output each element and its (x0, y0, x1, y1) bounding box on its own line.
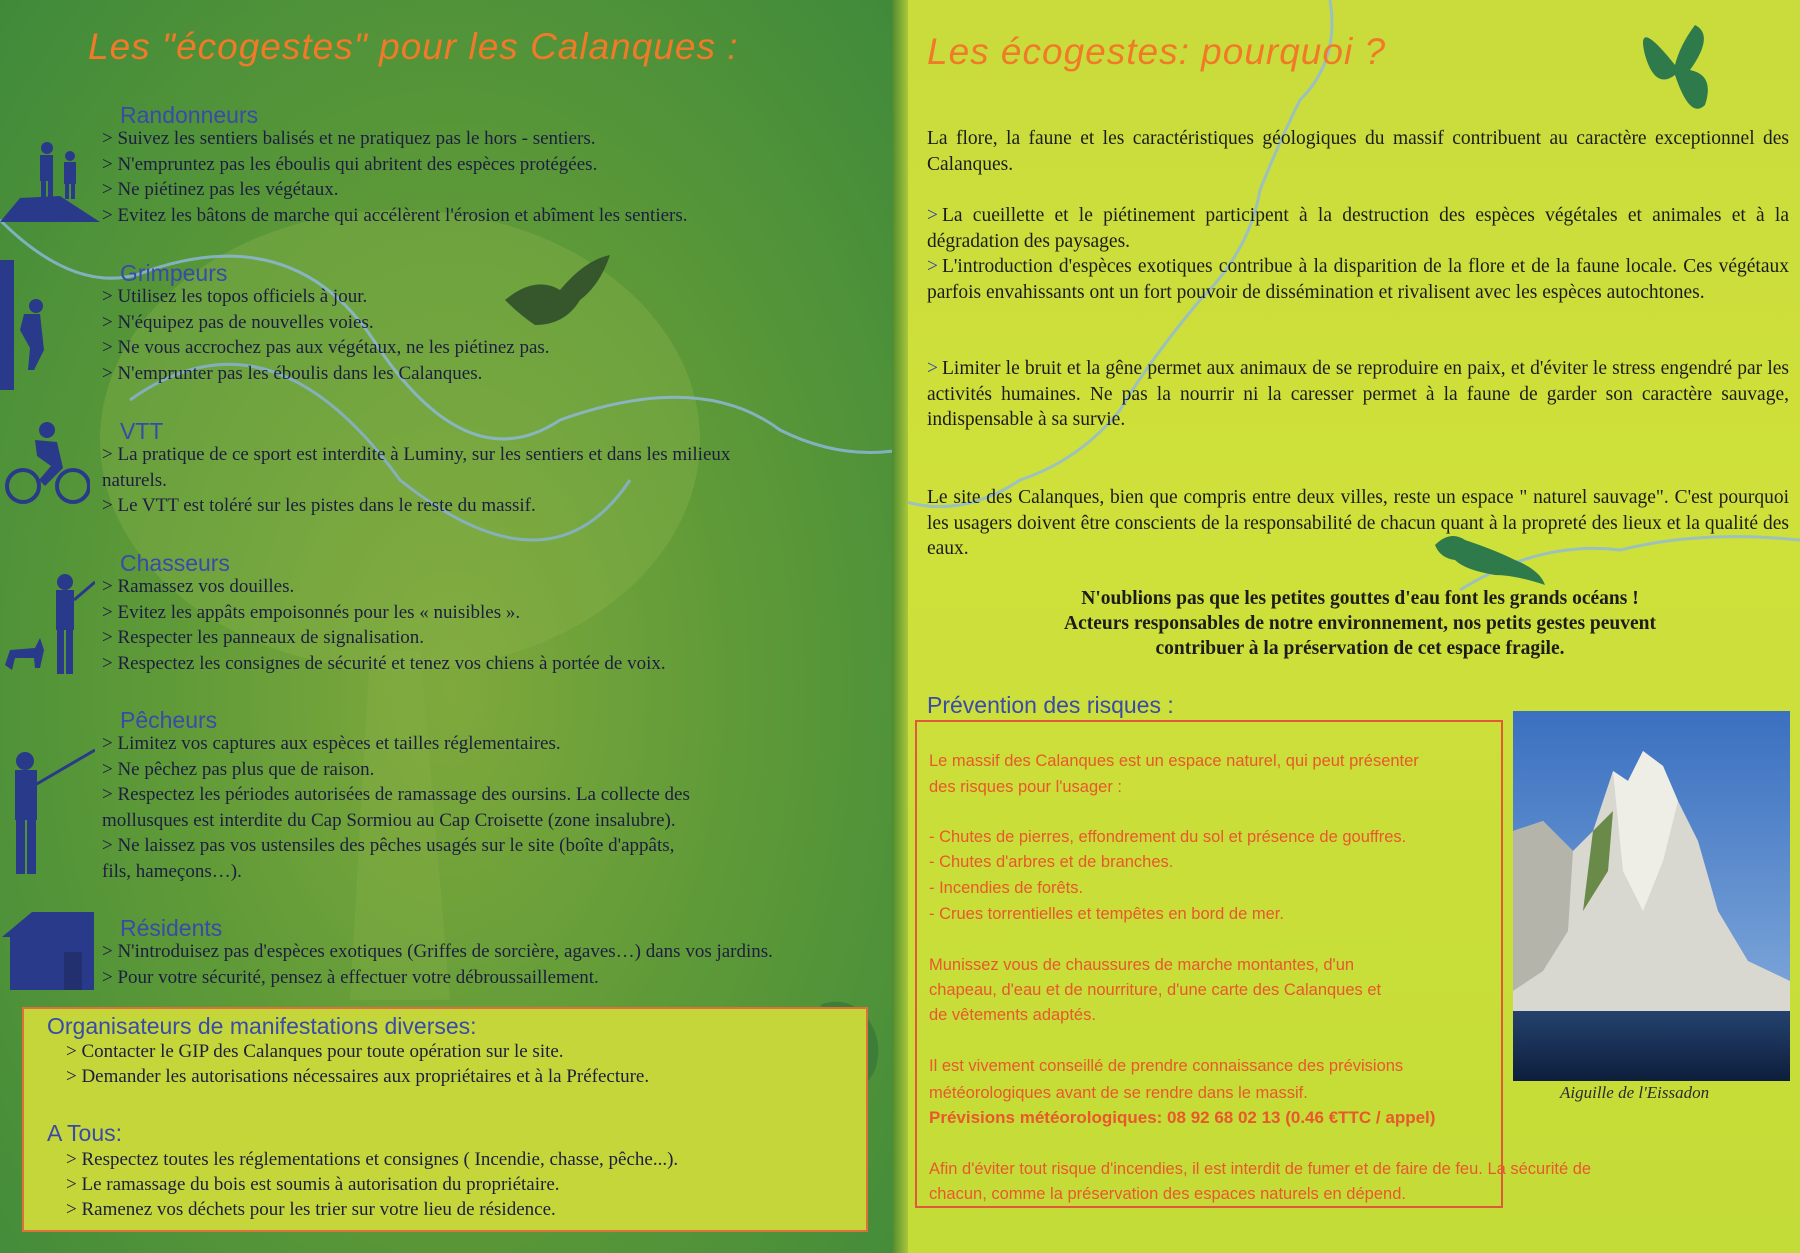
section-line: > N'empruntez pas les éboulis qui abritent des espèces protégées. (102, 153, 598, 175)
section-line: > Le VTT est toléré sur les pistes dans le reste du massif. (102, 495, 536, 516)
risk-line: météorologiques avant de se rendre dans le massif. (929, 1084, 1308, 1102)
intro-paragraph: La flore, la faune et les caractéristiques géologiques du massif contribuent au caractère exceptionnel des Calanques. (927, 128, 1789, 175)
section-title: Randonneurs (120, 102, 259, 128)
risk-line: Afin d'éviter tout risque d'incendies, il est interdit de fumer et de faire de feu. La sécurité de (929, 1160, 1592, 1178)
paragraph-exotic-text: L'introduction d'espèces exotiques contribue à la disparition de la flore et de la faune locale. Ces végétaux parfois envahissants ont un fort pouvoir de dissémination et rivalisent avec les espèces autochtones. (927, 256, 1789, 303)
left-page-title: Les "écogestes" pour les Calanques : (88, 26, 739, 67)
risk-line: - Chutes de pierres, effondrement du sol et présence de gouffres. (929, 828, 1407, 846)
section-title: Résidents (120, 915, 223, 941)
paragraph-exotic (927, 254, 1789, 305)
risk-line: Munissez vous de chaussures de marche montantes, d'un (929, 956, 1355, 974)
section-line: > Ramassez vos douilles. (102, 576, 295, 597)
section-line: > Respecter les panneaux de signalisation. (102, 627, 425, 648)
prevention-title: Prévention des risques : (927, 692, 1174, 718)
aiguille-photo (1513, 711, 1790, 1081)
bold-line-3: contribuer à la préservation de cet espace fragile. (1155, 638, 1565, 659)
paragraph-noise (927, 356, 1789, 433)
paragraph-noise-text: Limiter le bruit et la gêne permet aux animaux de se reproduire en paix, et d'éviter le stress engendré par les activités humaines. Ne pas la nourrir ni la caresser permet à la faune de garder son caractère sauvage, indispensable à sa survie. (927, 358, 1789, 430)
all-title: A Tous: (47, 1120, 123, 1146)
section-line: > N'emprunter pas les éboulis dans les Calanques. (102, 362, 483, 384)
risk-line: - Crues torrentielles et tempêtes en bord de mer. (929, 905, 1284, 923)
risk-line: de vêtements adaptés. (929, 1006, 1096, 1024)
bullet-marker: > (927, 256, 938, 277)
section-line: > N'équipez pas de nouvelles voies. (102, 311, 374, 333)
climber-icon (0, 260, 50, 390)
fisherman-icon (5, 745, 95, 875)
bird-silhouette-icon (505, 255, 615, 330)
organizers-title: Organisateurs de manifestations diverses: (47, 1013, 477, 1039)
hikers-icon (0, 138, 100, 222)
section-line: > Respectez les consignes de sécurité et tenez vos chiens à portée de voix. (102, 652, 666, 674)
section-line: fils, hameçons…). (102, 860, 242, 882)
section-line: > Ne pêchez pas plus que de raison. (102, 758, 375, 780)
house-icon (2, 912, 94, 990)
risk-line: des risques pour l'usager : (929, 778, 1123, 796)
section-line: mollusques est interdite du Cap Sormiou au Cap Croisette (zone insalubre). (102, 809, 676, 831)
risk-line: - Chutes d'arbres et de branches. (929, 853, 1174, 871)
section-line: > Utilisez les topos officiels à jour. (102, 286, 368, 307)
section-line: > Ne piétinez pas les végétaux. (102, 179, 339, 200)
right-page-title: Les écogestes: pourquoi ? (927, 31, 1387, 72)
section-title: Chasseurs (120, 550, 230, 576)
photo-caption: Aiguille de l'Eissadon (1560, 1083, 1710, 1102)
organizers-line-2: > Demander les autorisations nécessaires aux propriétaires et à la Préfecture. (66, 1066, 650, 1087)
hunter-with-dog-icon (0, 570, 95, 675)
section-line: > Limitez vos captures aux espèces et tailles réglementaires. (102, 733, 561, 754)
bold-line-1: N'oublions pas que les petites gouttes d'eau font les grands océans ! (1081, 588, 1639, 609)
organizers-line-1: > Contacter le GIP des Calanques pour toute opération sur le site. (66, 1041, 564, 1062)
section-line: > Evitez les appâts empoisonnés pour les « nuisibles ». (102, 601, 521, 623)
section-title: Pêcheurs (120, 707, 218, 733)
paragraph-picking-text: La cueillette et le piétinement participent à la destruction des espèces végétales et animales et à la dégradation des paysages. (927, 205, 1789, 252)
all-line-2: > Le ramassage du bois est soumis à autorisation du propriétaire. (66, 1174, 560, 1195)
risk-line: Le massif des Calanques est un espace naturel, qui peut présenter (929, 752, 1419, 770)
butterfly-icon (1635, 15, 1715, 120)
section-line: > Ne vous accrochez pas aux végétaux, ne les piétinez pas. (102, 337, 550, 358)
risk-line: chacun, comme la préservation des espaces naturels en dépend. (929, 1185, 1406, 1203)
weather-phone-line: Prévisions météorologiques: 08 92 68 02 13 (0.46 €TTC / appel) (929, 1108, 1436, 1127)
section-line: > La pratique de ce sport est interdite à Luminy, sur les sentiers et dans les milieux (102, 444, 731, 465)
bullet-marker: > (927, 358, 938, 379)
bullet-marker: > (927, 205, 938, 226)
bold-line-2: Acteurs responsables de notre environnement, nos petits gestes peuvent (1063, 613, 1657, 634)
section-line: naturels. (102, 469, 167, 491)
section-title: VTT (120, 418, 164, 444)
section-line: > Ne laissez pas vos ustensiles des pêches usagés sur le site (boîte d'appâts, (102, 835, 675, 856)
paragraph-site: Le site des Calanques, bien que compris entre deux villes, reste un espace " naturel sauvage". C'est pourquoi les usagers doivent être conscients de la responsabilité de chacun quant à la propreté des lieux et la qualité des eaux. (927, 487, 1789, 559)
all-line-3: > Ramenez vos déchets pour les trier sur votre lieu de résidence. (66, 1199, 556, 1220)
paragraph-picking (927, 203, 1789, 254)
section-line: > Suivez les sentiers balisés et ne pratiquez pas le hors - sentiers. (102, 128, 596, 149)
section-line: > Pour votre sécurité, pensez à effectuer votre débroussaillement. (102, 966, 599, 988)
risk-line: - Incendies de forêts. (929, 879, 1084, 897)
risk-line: Il est vivement conseillé de prendre connaissance des prévisions (929, 1057, 1404, 1075)
all-line-1: > Respectez toutes les réglementations et consignes ( Incendie, chasse, pêche...). (66, 1149, 679, 1170)
section-line: > Evitez les bâtons de marche qui accélèrent l'érosion et abîment les sentiers. (102, 204, 688, 226)
cyclist-icon (5, 420, 90, 508)
page-fold (892, 0, 908, 1253)
section-title: Grimpeurs (120, 260, 228, 286)
risk-line: chapeau, d'eau et de nourriture, d'une carte des Calanques et (929, 981, 1382, 999)
section-line: > N'introduisez pas d'espèces exotiques (Griffes de sorcière, agaves…) dans vos jardins. (102, 941, 773, 962)
section-line: > Respectez les périodes autorisées de ramassage des oursins. La collecte des (102, 784, 690, 805)
